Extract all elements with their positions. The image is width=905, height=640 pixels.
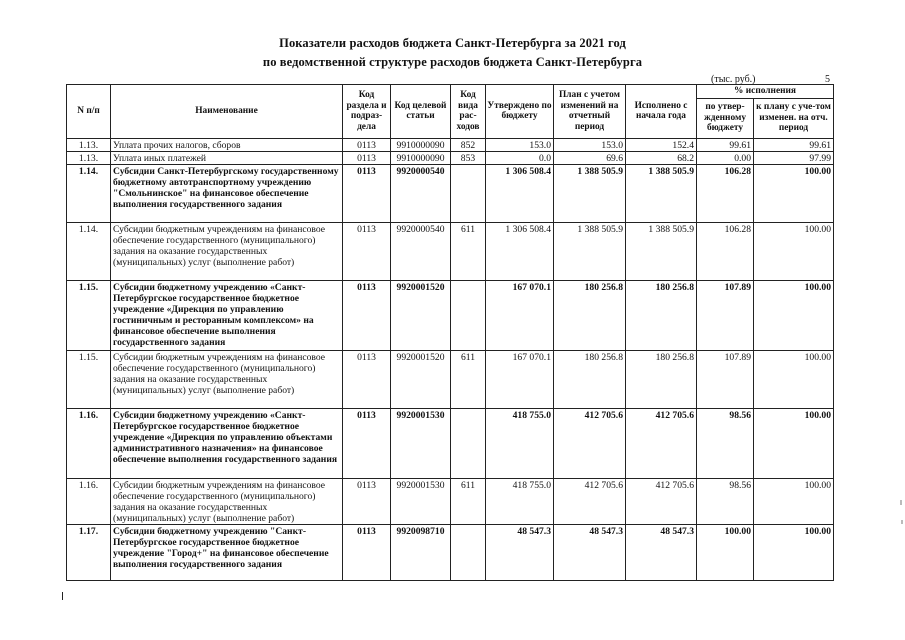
row-executed: 68.2 (626, 151, 697, 164)
row-percent-approved: 0.00 (697, 151, 754, 164)
budget-table (66, 84, 834, 581)
header-num: N п/п (67, 85, 111, 139)
row-name: Субсидии бюджетному учреждению «Санкт-Петербургское государственное бюджетное учреждение «Дирекция по управлению объектами административного назначения» на финансовое обеспечение выполнения государственного задания (111, 408, 343, 478)
row-target-code: 9910000090 (391, 138, 451, 151)
header-approved: Утверждено по бюджету (486, 85, 554, 139)
row-section-code: 0113 (343, 524, 391, 580)
row-name: Субсидии бюджетному учреждению «Санкт-Петербургское государственное бюджетное учреждение «Дирекция по управлению гостиничным и ресторанным комплексом» на финансовое обеспечение выполнения государственного задания (111, 280, 343, 350)
row-plan: 1 388 505.9 (554, 164, 626, 222)
row-target-code: 9920001530 (391, 408, 451, 478)
row-target-code: 9920000540 (391, 222, 451, 280)
row-target-code: 9920001520 (391, 350, 451, 408)
row-number: 1.14. (67, 164, 111, 222)
row-percent-approved: 107.89 (697, 350, 754, 408)
table-row (67, 524, 834, 580)
row-name: Уплата иных платежей (111, 151, 343, 164)
row-executed: 412 705.6 (626, 478, 697, 524)
row-number: 1.13. (67, 151, 111, 164)
table-row (67, 478, 834, 524)
row-percent-plan: 99.61 (754, 138, 834, 151)
row-name: Субсидии бюджетному учреждению "Санкт-Петербургское государственное бюджетное учреждение "Город+" на финансовое обеспечение выполнения государственного задания (111, 524, 343, 580)
row-percent-plan: 100.00 (754, 524, 834, 580)
row-plan: 412 705.6 (554, 478, 626, 524)
row-plan: 48 547.3 (554, 524, 626, 580)
row-section-code: 0113 (343, 280, 391, 350)
row-approved: 167 070.1 (486, 350, 554, 408)
row-percent-approved: 100.00 (697, 524, 754, 580)
row-approved: 418 755.0 (486, 408, 554, 478)
row-target-code: 9920098710 (391, 524, 451, 580)
row-executed: 48 547.3 (626, 524, 697, 580)
header-name: Наименование (111, 85, 343, 139)
row-percent-plan: 100.00 (754, 164, 834, 222)
header-percent-plan: к плану с уче-том изменен. на отч. период (754, 98, 834, 138)
page-number: 5 (825, 74, 830, 85)
row-percent-approved: 98.56 (697, 408, 754, 478)
scan-mark (900, 500, 902, 505)
row-section-code: 0113 (343, 222, 391, 280)
table-row (67, 164, 834, 222)
row-percent-plan: 100.00 (754, 478, 834, 524)
row-type-code: 611 (451, 350, 486, 408)
row-executed: 412 705.6 (626, 408, 697, 478)
row-target-code: 9910000090 (391, 151, 451, 164)
header-percent-group: % исполнения (697, 85, 834, 99)
row-executed: 180 256.8 (626, 280, 697, 350)
table-row (67, 151, 834, 164)
table-body (67, 138, 834, 580)
row-approved: 48 547.3 (486, 524, 554, 580)
row-number: 1.15. (67, 350, 111, 408)
row-target-code: 9920001530 (391, 478, 451, 524)
row-type-code: 852 (451, 138, 486, 151)
row-number: 1.15. (67, 280, 111, 350)
row-section-code: 0113 (343, 138, 391, 151)
row-executed: 180 256.8 (626, 350, 697, 408)
row-type-code: 611 (451, 222, 486, 280)
row-percent-plan: 100.00 (754, 350, 834, 408)
row-section-code: 0113 (343, 478, 391, 524)
row-number: 1.16. (67, 408, 111, 478)
row-percent-plan: 100.00 (754, 408, 834, 478)
row-percent-approved: 107.89 (697, 280, 754, 350)
row-section-code: 0113 (343, 151, 391, 164)
row-section-code: 0113 (343, 408, 391, 478)
header-type-code: Код вида рас-ходов (451, 85, 486, 139)
document-subtitle: по ведомственной структуре расходов бюджета Санкт-Петербурга (262, 55, 643, 69)
row-plan: 412 705.6 (554, 408, 626, 478)
row-approved: 153.0 (486, 138, 554, 151)
row-approved: 418 755.0 (486, 478, 554, 524)
row-plan: 69.6 (554, 151, 626, 164)
row-approved: 0.0 (486, 151, 554, 164)
row-plan: 180 256.8 (554, 280, 626, 350)
row-name: Уплата прочих налогов, сборов (111, 138, 343, 151)
row-percent-plan: 100.00 (754, 280, 834, 350)
row-percent-plan: 100.00 (754, 222, 834, 280)
row-section-code: 0113 (343, 164, 391, 222)
row-number: 1.16. (67, 478, 111, 524)
row-target-code: 9920001520 (391, 280, 451, 350)
row-type-code (451, 524, 486, 580)
row-section-code: 0113 (343, 350, 391, 408)
row-number: 1.17. (67, 524, 111, 580)
header-target-code: Код целевой статьи (391, 85, 451, 139)
row-executed: 152.4 (626, 138, 697, 151)
row-number: 1.14. (67, 222, 111, 280)
document-title: Показатели расходов бюджета Санкт-Петербурга за 2021 год (279, 36, 626, 50)
row-name: Субсидии бюджетным учреждениям на финансовое обеспечение государственного (муниципального) задания на оказание государственных (муниципальных) услуг (выполнение работ) (111, 350, 343, 408)
table-header (67, 85, 834, 139)
row-approved: 1 306 508.4 (486, 222, 554, 280)
row-plan: 1 388 505.9 (554, 222, 626, 280)
units-label: (тыс. руб.) (711, 74, 756, 85)
table-row (67, 350, 834, 408)
row-plan: 153.0 (554, 138, 626, 151)
row-type-code: 611 (451, 478, 486, 524)
row-percent-approved: 106.28 (697, 164, 754, 222)
table-row (67, 408, 834, 478)
row-name: Субсидии бюджетным учреждениям на финансовое обеспечение государственного (муниципального) задания на оказание государственных (муниципальных) услуг (выполнение работ) (111, 222, 343, 280)
row-percent-approved: 98.56 (697, 478, 754, 524)
row-plan: 180 256.8 (554, 350, 626, 408)
header-percent-approved: по утвер-жденному бюджету (697, 98, 754, 138)
row-percent-approved: 106.28 (697, 222, 754, 280)
row-executed: 1 388 505.9 (626, 164, 697, 222)
row-type-code (451, 280, 486, 350)
header-executed: Исполнено с начала года (626, 85, 697, 139)
row-type-code: 853 (451, 151, 486, 164)
row-executed: 1 388 505.9 (626, 222, 697, 280)
header-section-code: Код раздела и подраз-дела (343, 85, 391, 139)
table-row (67, 222, 834, 280)
table-row (67, 280, 834, 350)
row-percent-approved: 99.61 (697, 138, 754, 151)
row-approved: 1 306 508.4 (486, 164, 554, 222)
row-approved: 167 070.1 (486, 280, 554, 350)
header-plan: План с учетом изменений на отчетный период (554, 85, 626, 139)
row-percent-plan: 97.99 (754, 151, 834, 164)
table-row (67, 138, 834, 151)
row-type-code (451, 408, 486, 478)
row-type-code (451, 164, 486, 222)
scan-mark (901, 520, 903, 524)
table-edge-mark (62, 592, 63, 600)
row-target-code: 9920000540 (391, 164, 451, 222)
row-name: Субсидии бюджетным учреждениям на финансовое обеспечение государственного (муниципального) задания на оказание государственных (муниципальных) услуг (выполнение работ) (111, 478, 343, 524)
row-number: 1.13. (67, 138, 111, 151)
row-name: Субсидии Санкт-Петербургскому государственному бюджетному автотранспортному учреждению "Смольнинское" на финансовое обеспечение выполнения государственного задания (111, 164, 343, 222)
